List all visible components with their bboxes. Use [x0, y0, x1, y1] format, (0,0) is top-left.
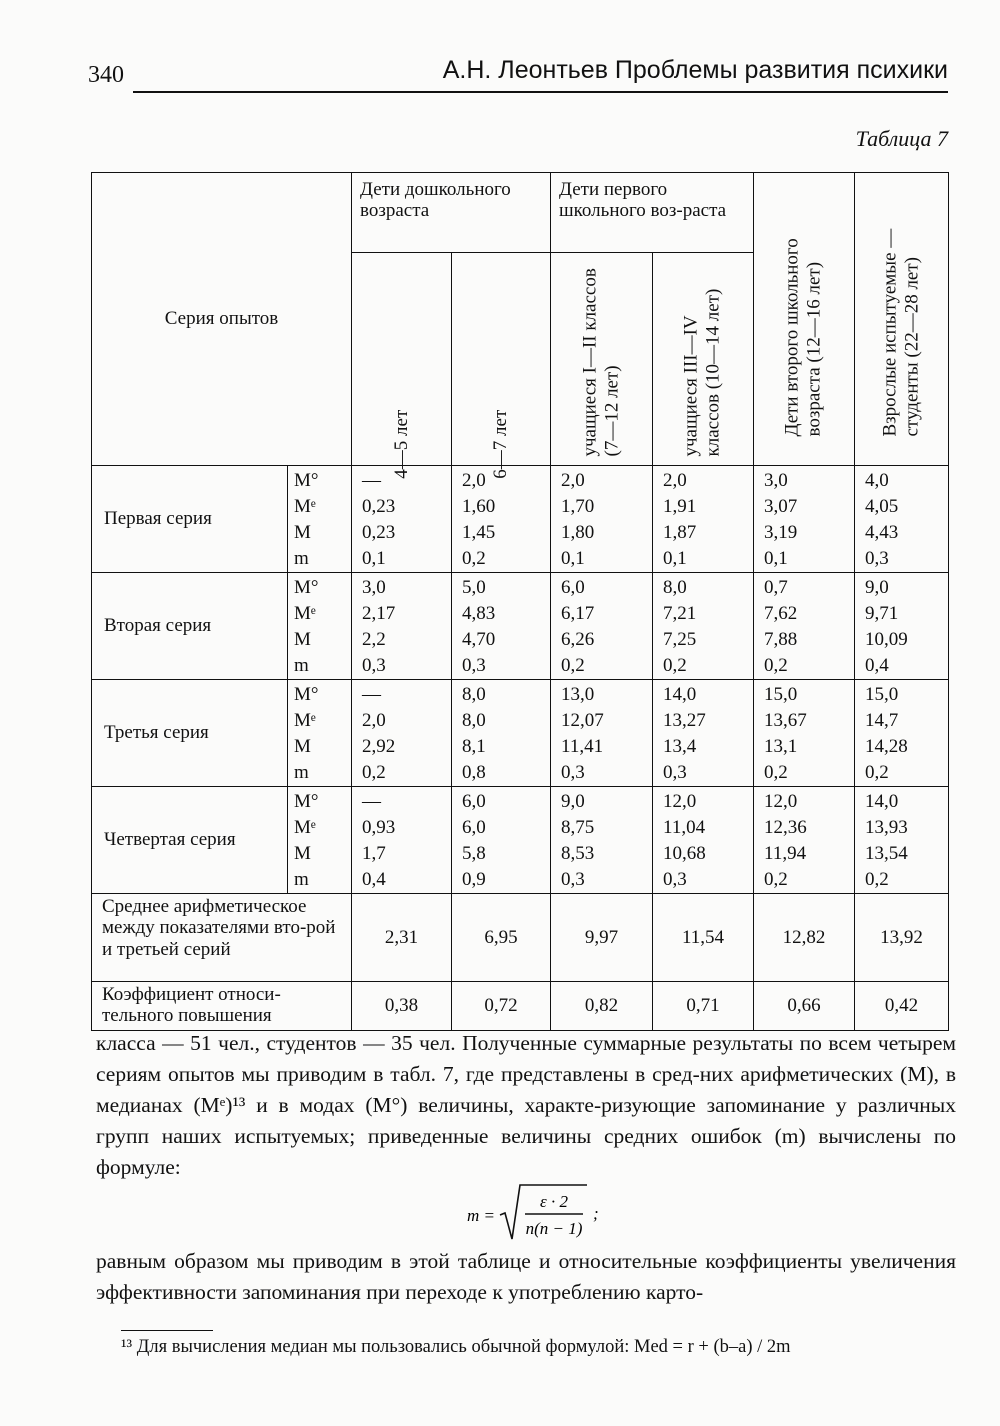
paragraph-2: равным образом мы приводим в этой таблице и относительные коэффициенты увеличения эффективности запоминания при переходе к употреблению карто-	[96, 1249, 956, 1304]
formula-lhs: m =	[467, 1206, 495, 1225]
value: 12,0	[663, 791, 697, 812]
value: 0,4	[865, 655, 889, 676]
subgroup-header	[352, 253, 452, 479]
series-row	[92, 680, 949, 787]
page-number: 340	[88, 62, 124, 88]
value: 12,36	[764, 817, 807, 838]
value: 13,0	[561, 684, 595, 705]
series-name: Вторая серия	[92, 573, 288, 680]
series-name: Третья серия	[92, 680, 288, 787]
subgroup-header	[452, 253, 551, 479]
value-cell	[855, 680, 949, 787]
summary-value: 13,92	[855, 894, 949, 982]
value: 13,93	[865, 817, 908, 838]
subgroup-header	[551, 253, 653, 466]
summary-value: 6,95	[452, 894, 551, 982]
measure-label: Mᵉ	[294, 817, 316, 838]
value: 13,67	[764, 710, 807, 731]
value: 0,3	[865, 548, 889, 569]
group-header-first-school: Дети первого школьного воз-раста	[551, 173, 754, 253]
value: 0,3	[663, 762, 687, 783]
value: 0,2	[462, 548, 486, 569]
value: 0,2	[865, 869, 889, 890]
summary-value: 12,82	[754, 894, 855, 982]
value: 5,0	[462, 577, 486, 598]
value: 6,0	[462, 791, 486, 812]
value: 2,0	[462, 470, 486, 491]
value: 3,07	[764, 496, 798, 517]
summary-row	[92, 894, 949, 982]
value: 11,41	[561, 736, 604, 757]
value: 0,2	[764, 762, 788, 783]
measure-label: M°	[294, 577, 319, 598]
table-caption: Таблица 7	[855, 126, 948, 151]
summary-value: 0,42	[855, 982, 949, 1031]
value: 0,3	[561, 869, 585, 890]
value: 7,25	[663, 629, 697, 650]
series-name: Первая серия	[92, 466, 288, 573]
series-row	[92, 787, 949, 894]
measure-label: m	[294, 548, 309, 569]
subgroup-header-text: 4—5 лет	[390, 409, 412, 479]
value: 1,80	[561, 522, 595, 543]
value: 10,09	[865, 629, 908, 650]
summary-value: 0,82	[551, 982, 653, 1031]
group-header-adults-text: Взрослые испытуемые — студенты (22—28 лет)	[879, 228, 923, 437]
value-cell	[855, 787, 949, 894]
value: 4,0	[865, 470, 889, 491]
value-cell	[855, 573, 949, 680]
value-cell	[754, 466, 855, 573]
summary-value: 0,72	[452, 982, 551, 1031]
value: 0,7	[764, 577, 788, 598]
value-cell	[452, 573, 551, 680]
value-cell	[754, 573, 855, 680]
formula-denominator: n(n − 1)	[525, 1219, 583, 1238]
value: 12,07	[561, 710, 604, 731]
summary-label: Среднее арифметическое между показателями вто-рой и третьей серий	[92, 894, 352, 982]
value: 1,7	[362, 843, 386, 864]
measure-labels	[288, 680, 352, 787]
series-row	[92, 573, 949, 680]
group-header-adults	[855, 173, 949, 466]
series-name: Четвертая серия	[92, 787, 288, 894]
value: 0,9	[462, 869, 486, 890]
value: 8,0	[462, 684, 486, 705]
measure-label: m	[294, 762, 309, 783]
value: 0,93	[362, 817, 396, 838]
value: 0,1	[764, 548, 788, 569]
value: 2,0	[362, 710, 386, 731]
value: 0,23	[362, 496, 396, 517]
paragraph-1: класса — 51 чел., студентов — 35 чел. Полученные суммарные результаты по всем четырем сериям опытов мы приводим в табл. 7, где представлены в сред-них арифметических (M), в медианах (Mᵉ)¹³ и в модах (M°) величины, характе-ризующие запоминание у различных групп наших испытуемых; приведенные величины средних ошибок (m) вычислены по формуле:	[96, 1031, 956, 1179]
value: 7,21	[663, 603, 697, 624]
value: 6,26	[561, 629, 595, 650]
measure-labels	[288, 787, 352, 894]
value: 3,0	[362, 577, 386, 598]
series-row	[92, 466, 949, 573]
subgroup-header-text: учащиеся I—II классов (7—12 лет)	[579, 268, 623, 457]
summary-value: 2,31	[352, 894, 452, 982]
value: 11,94	[764, 843, 807, 864]
value: 0,2	[764, 869, 788, 890]
subgroup-header-text: учащиеся III—IV классов (10—14 лет)	[680, 288, 725, 457]
value-cell	[754, 787, 855, 894]
data-table	[91, 172, 949, 1031]
value: 8,53	[561, 843, 595, 864]
value: 2,92	[362, 736, 396, 757]
value: 3,0	[764, 470, 788, 491]
measure-label: M°	[294, 684, 319, 705]
value: 15,0	[865, 684, 899, 705]
value-cell	[352, 680, 452, 787]
value: 4,83	[462, 603, 496, 624]
value-cell	[653, 680, 754, 787]
measure-label: M°	[294, 791, 319, 812]
value: 0,3	[362, 655, 386, 676]
measure-label: m	[294, 869, 309, 890]
formula-tail: ;	[593, 1204, 599, 1223]
value: 13,27	[663, 710, 706, 731]
value: 0,3	[663, 869, 687, 890]
subgroup-header-text: 6—7 лет	[489, 409, 511, 479]
value: 8,0	[663, 577, 687, 598]
value-cell	[352, 466, 452, 573]
measure-label: M	[294, 843, 311, 864]
value: 7,62	[764, 603, 798, 624]
value: 0,2	[764, 655, 788, 676]
value: 0,3	[561, 762, 585, 783]
value-cell	[452, 680, 551, 787]
series-rows	[92, 466, 949, 894]
value: 0,1	[561, 548, 585, 569]
value-cell	[352, 787, 452, 894]
value: 4,43	[865, 522, 899, 543]
value: 1,45	[462, 522, 496, 543]
measure-label: M	[294, 736, 311, 757]
value: 7,88	[764, 629, 798, 650]
running-header: А.Н. Леонтьев Проблемы развития психики	[442, 56, 948, 84]
value: 0,3	[462, 655, 486, 676]
measure-label: m	[294, 655, 309, 676]
value-cell	[452, 466, 551, 573]
measure-label: M	[294, 629, 311, 650]
value: 13,1	[764, 736, 798, 757]
value: 6,17	[561, 603, 595, 624]
value: 1,91	[663, 496, 697, 517]
summary-value: 0,71	[653, 982, 754, 1031]
value: 14,7	[865, 710, 899, 731]
series-column-header: Серия опытов	[92, 173, 352, 466]
value: 15,0	[764, 684, 798, 705]
value: —	[362, 684, 382, 705]
value: 9,71	[865, 603, 899, 624]
value: 1,60	[462, 496, 496, 517]
value-cell	[551, 787, 653, 894]
value: 12,0	[764, 791, 798, 812]
value: 6,0	[462, 817, 486, 838]
value: 14,0	[663, 684, 697, 705]
measure-labels	[288, 466, 352, 573]
value: 0,2	[663, 655, 687, 676]
value: 0,8	[462, 762, 486, 783]
summary-row	[92, 982, 949, 1031]
summary-value: 11,54	[653, 894, 754, 982]
value: 2,2	[362, 629, 386, 650]
value: 13,4	[663, 736, 697, 757]
value-cell	[551, 466, 653, 573]
value-cell	[653, 466, 754, 573]
value-cell	[551, 573, 653, 680]
formula-graphic	[467, 1181, 607, 1247]
measure-label: Mᵉ	[294, 496, 316, 517]
value: 0,2	[865, 762, 889, 783]
summary-value: 0,38	[352, 982, 452, 1031]
value: 3,19	[764, 522, 798, 543]
summary-label: Коэффициент относи-тельного повышения	[92, 982, 352, 1031]
group-header-preschool: Дети дошкольного возраста	[352, 173, 551, 253]
value: 14,0	[865, 791, 899, 812]
value: 1,87	[663, 522, 697, 543]
value: 2,0	[663, 470, 687, 491]
value: 11,04	[663, 817, 706, 838]
value-cell	[653, 787, 754, 894]
value-cell	[452, 787, 551, 894]
value: 0,1	[362, 548, 386, 569]
value: 2,0	[561, 470, 585, 491]
value: 0,2	[561, 655, 585, 676]
header-rule	[133, 91, 948, 93]
formula-numerator: ε · 2	[540, 1192, 568, 1211]
value-cell	[653, 573, 754, 680]
subgroup-header	[653, 253, 754, 466]
value: 13,54	[865, 843, 908, 864]
value: 8,75	[561, 817, 595, 838]
value: 14,28	[865, 736, 908, 757]
measure-label: Mᵉ	[294, 603, 316, 624]
value: 0,23	[362, 522, 396, 543]
footnote: ¹³ Для вычисления медиан мы пользовались обычной формулой: Med = r + (b–a) / 2m	[121, 1337, 791, 1357]
summary-value: 0,66	[754, 982, 855, 1031]
value: 1,70	[561, 496, 595, 517]
measure-label: M	[294, 522, 311, 543]
value: 8,1	[462, 736, 486, 757]
measure-label: M°	[294, 470, 319, 491]
value: 0,1	[663, 548, 687, 569]
value: 8,0	[462, 710, 486, 731]
value: 6,0	[561, 577, 585, 598]
value: 0,2	[362, 762, 386, 783]
value-cell	[551, 680, 653, 787]
value-cell	[352, 573, 452, 680]
value-cell	[855, 466, 949, 573]
group-header-second-school-text: Дети второго школьного возраста (12—16 лет)	[781, 238, 826, 437]
value: 4,05	[865, 496, 899, 517]
value: 5,8	[462, 843, 486, 864]
group-header-second-school	[754, 173, 855, 466]
summary-value: 9,97	[551, 894, 653, 982]
measure-labels	[288, 573, 352, 680]
value: 10,68	[663, 843, 706, 864]
value: 0,4	[362, 869, 386, 890]
measure-label: Mᵉ	[294, 710, 316, 731]
value: —	[362, 470, 382, 491]
value: 2,17	[362, 603, 396, 624]
value-cell	[754, 680, 855, 787]
value: —	[362, 791, 382, 812]
footnote-rule	[121, 1330, 213, 1331]
value: 9,0	[865, 577, 889, 598]
value: 9,0	[561, 791, 585, 812]
value: 4,70	[462, 629, 496, 650]
error-formula	[467, 1181, 607, 1252]
